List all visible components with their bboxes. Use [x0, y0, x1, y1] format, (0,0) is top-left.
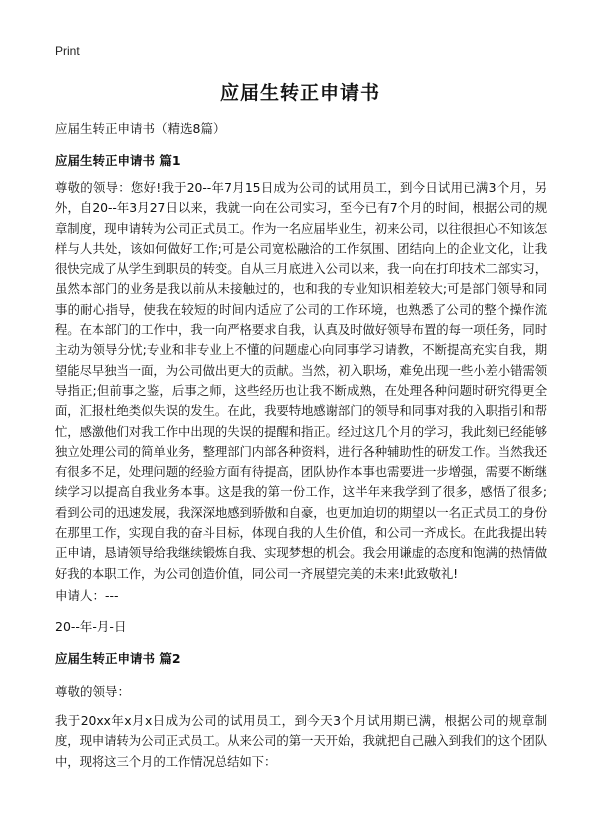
section-2-greeting: 尊敬的领导：	[55, 684, 131, 699]
document-subtitle: 应届生转正申请书（精选8篇）	[55, 121, 226, 136]
page-title: 应届生转正申请书	[219, 82, 380, 104]
print-link[interactable]: Print	[55, 44, 80, 58]
section-1-body: 尊敬的领导：您好!我于20--年7月15日成为公司的试用员工，到今日试用已满3个月，另外，自20--年3月27日以来，我就一向在公司实习，至今已有7个月的时间，根据公司的规章制度，现申请转为公司正式员工。作为一名应届毕业生，初来公司，以往很担心不知该怎样与人共处，该如何做好工作;可是公司宽松融洽的工作氛围、团结向上的企业文化，让我很快完成了从学生到职员的转变。自从三月底进入公司以来，我一向在打印技术二部实习，虽然本部门的业务是我以前从未接触过的，也和我的专业知识相差较大;可是部门领导和同事的耐心指导，使我在较短的时间内适应了公司的工作环境，也熟悉了公司的整个操作流程。在本部门的工作中，我一向严格要求自我，认真及时做好领导布置的每一项任务，同时主动为领导分忧;专业和非专业上不懂的问题虚心向同事学习请教，不断提高充实自我，期望能尽早独当一面，为公司做出更大的贡献。当然，初入职场，难免出现一些小差小错需领导指正;但前事之鉴，后事之师，这些经历也让我不断成熟，在处理各种问题时研究得更全面，汇报杜绝类似失误的发生。在此，我要特地感谢部门的领导和同事对我的入职指引和帮忙，感激他们对我工作中出现的失误的提醒和指正。经过这几个月的学习，我此刻已经能够独立处理公司的简单业务，整理部门内部各种资料，进行各种辅助性的研发工作。当然我还有很多不足，处理问题的经验方面有待提高，团队协作本事也需要进一步增强，需要不断继续学习以提高自我业务本事。这是我的第一份工作，这半年来我学到了很多，感悟了很多;看到公司的迅速发展，我深深地感到骄傲和自豪，也更加迫切的期望以一名正式员工的身份在那里工作，实现自我的奋斗目标，体现自我的人生价值，和公司一齐成长。在此我提出转正申请，恳请领导给我继续锻炼自我、实现梦想的机会。我会用谦虚的态度和饱满的热情做好我的本职工作，为公司创造价值，同公司一齐展望完美的未来!此致敬礼!	[55, 180, 547, 581]
applicant-line: 申请人：---	[55, 588, 119, 603]
section-2-body: 我于20xx年x月x日成为公司的试用员工，到今天3个月试用期已满，根据公司的规章制度，现申请转为公司正式员工。从来公司的第一天开始，我就把自己融入到我们的这个团队中，现将这三个月的工作情况总结如下：	[55, 713, 547, 769]
date-line: 20--年-月-日	[55, 619, 127, 634]
section-2-heading: 应届生转正申请书 篇2	[55, 651, 181, 666]
section-1-heading: 应届生转正申请书 篇1	[55, 153, 181, 168]
